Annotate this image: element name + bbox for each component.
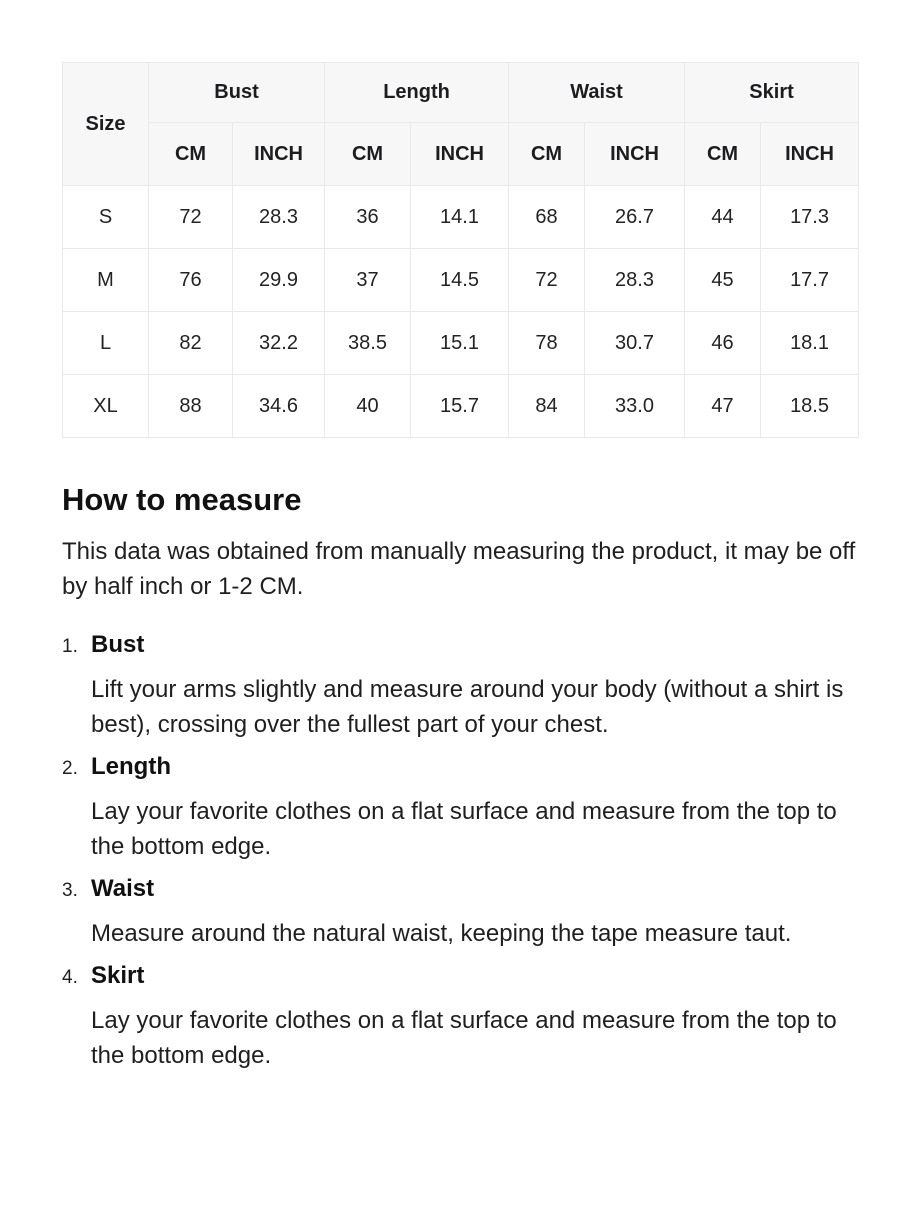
step-description: Measure around the natural waist, keeping the tape measure taut.: [91, 920, 792, 947]
measurement-cell: 44: [685, 186, 761, 249]
measurement-cell: 46: [685, 312, 761, 375]
unit-header-waist-inch: INCH: [585, 123, 685, 186]
table-row-s: [63, 186, 859, 249]
measurement-cell: 45: [685, 249, 761, 312]
unit-header-bust-inch: INCH: [233, 123, 325, 186]
step-term: Skirt: [91, 962, 145, 989]
measurement-cell: 76: [149, 249, 233, 312]
how-to-measure-title: How to measure: [62, 482, 302, 517]
measurement-cell: 18.1: [761, 312, 859, 375]
table-row-l: [63, 312, 859, 375]
measurement-cell: 37: [325, 249, 411, 312]
table-row-m: [63, 249, 859, 312]
size-column-header: Size: [63, 63, 149, 186]
step-term: Length: [91, 753, 171, 780]
unit-header-row: [63, 123, 859, 186]
size-label: L: [63, 312, 149, 375]
measurement-cell: 28.3: [585, 249, 685, 312]
measure-step-length: [62, 752, 858, 864]
step-term: Bust: [91, 631, 145, 658]
measurement-cell: 33.0: [585, 375, 685, 438]
measurement-cell: 72: [509, 249, 585, 312]
unit-header-skirt-cm: CM: [685, 123, 761, 186]
measurement-cell: 15.1: [411, 312, 509, 375]
measurement-cell: 40: [325, 375, 411, 438]
measurement-cell: 72: [149, 186, 233, 249]
measurement-cell: 84: [509, 375, 585, 438]
step-number: 1.: [62, 636, 78, 657]
measurement-cell: 38.5: [325, 312, 411, 375]
measure-steps-list: [62, 630, 858, 1073]
measure-step-skirt: [62, 961, 858, 1073]
unit-header-length-cm: CM: [325, 123, 411, 186]
step-term: Waist: [91, 875, 155, 902]
measurement-cell: 18.5: [761, 375, 859, 438]
group-header-length: Length: [325, 63, 509, 123]
group-header-waist: Waist: [509, 63, 685, 123]
measurement-cell: 68: [509, 186, 585, 249]
step-number: 4.: [62, 967, 78, 988]
group-header-row: [63, 63, 859, 123]
measurement-cell: 30.7: [585, 312, 685, 375]
how-to-measure-intro: This data was obtained from manually measuring the product, it may be off by half inch or 1-2 CM.: [62, 538, 856, 600]
size-label: XL: [63, 375, 149, 438]
measurement-cell: 15.7: [411, 375, 509, 438]
measurement-cell: 26.7: [585, 186, 685, 249]
table-row-xl: [63, 375, 859, 438]
measurement-cell: 14.5: [411, 249, 509, 312]
measurement-cell: 14.1: [411, 186, 509, 249]
measurement-cell: 78: [509, 312, 585, 375]
measurement-cell: 47: [685, 375, 761, 438]
unit-header-bust-cm: CM: [149, 123, 233, 186]
size-label: S: [63, 186, 149, 249]
unit-header-waist-cm: CM: [509, 123, 585, 186]
size-label: M: [63, 249, 149, 312]
measure-step-waist: [62, 874, 858, 951]
step-number: 2.: [62, 758, 78, 779]
group-header-bust: Bust: [149, 63, 325, 123]
unit-header-skirt-inch: INCH: [761, 123, 859, 186]
measurement-cell: 17.3: [761, 186, 859, 249]
unit-header-length-inch: INCH: [411, 123, 509, 186]
measure-step-bust: [62, 630, 858, 742]
measurement-cell: 29.9: [233, 249, 325, 312]
measurement-cell: 28.3: [233, 186, 325, 249]
measurement-cell: 17.7: [761, 249, 859, 312]
step-description: Lift your arms slightly and measure around your body (without a shirt is best), crossing over the fullest part of your chest.: [91, 676, 844, 738]
step-description: Lay your favorite clothes on a flat surface and measure from the top to the bottom edge.: [91, 798, 837, 860]
measurement-cell: 32.2: [233, 312, 325, 375]
measurement-cell: 36: [325, 186, 411, 249]
measurement-cell: 88: [149, 375, 233, 438]
size-chart-table: [62, 62, 859, 438]
step-description: Lay your favorite clothes on a flat surface and measure from the top to the bottom edge.: [91, 1007, 837, 1069]
measurement-cell: 34.6: [233, 375, 325, 438]
step-number: 3.: [62, 880, 78, 901]
group-header-skirt: Skirt: [685, 63, 859, 123]
measurement-cell: 82: [149, 312, 233, 375]
